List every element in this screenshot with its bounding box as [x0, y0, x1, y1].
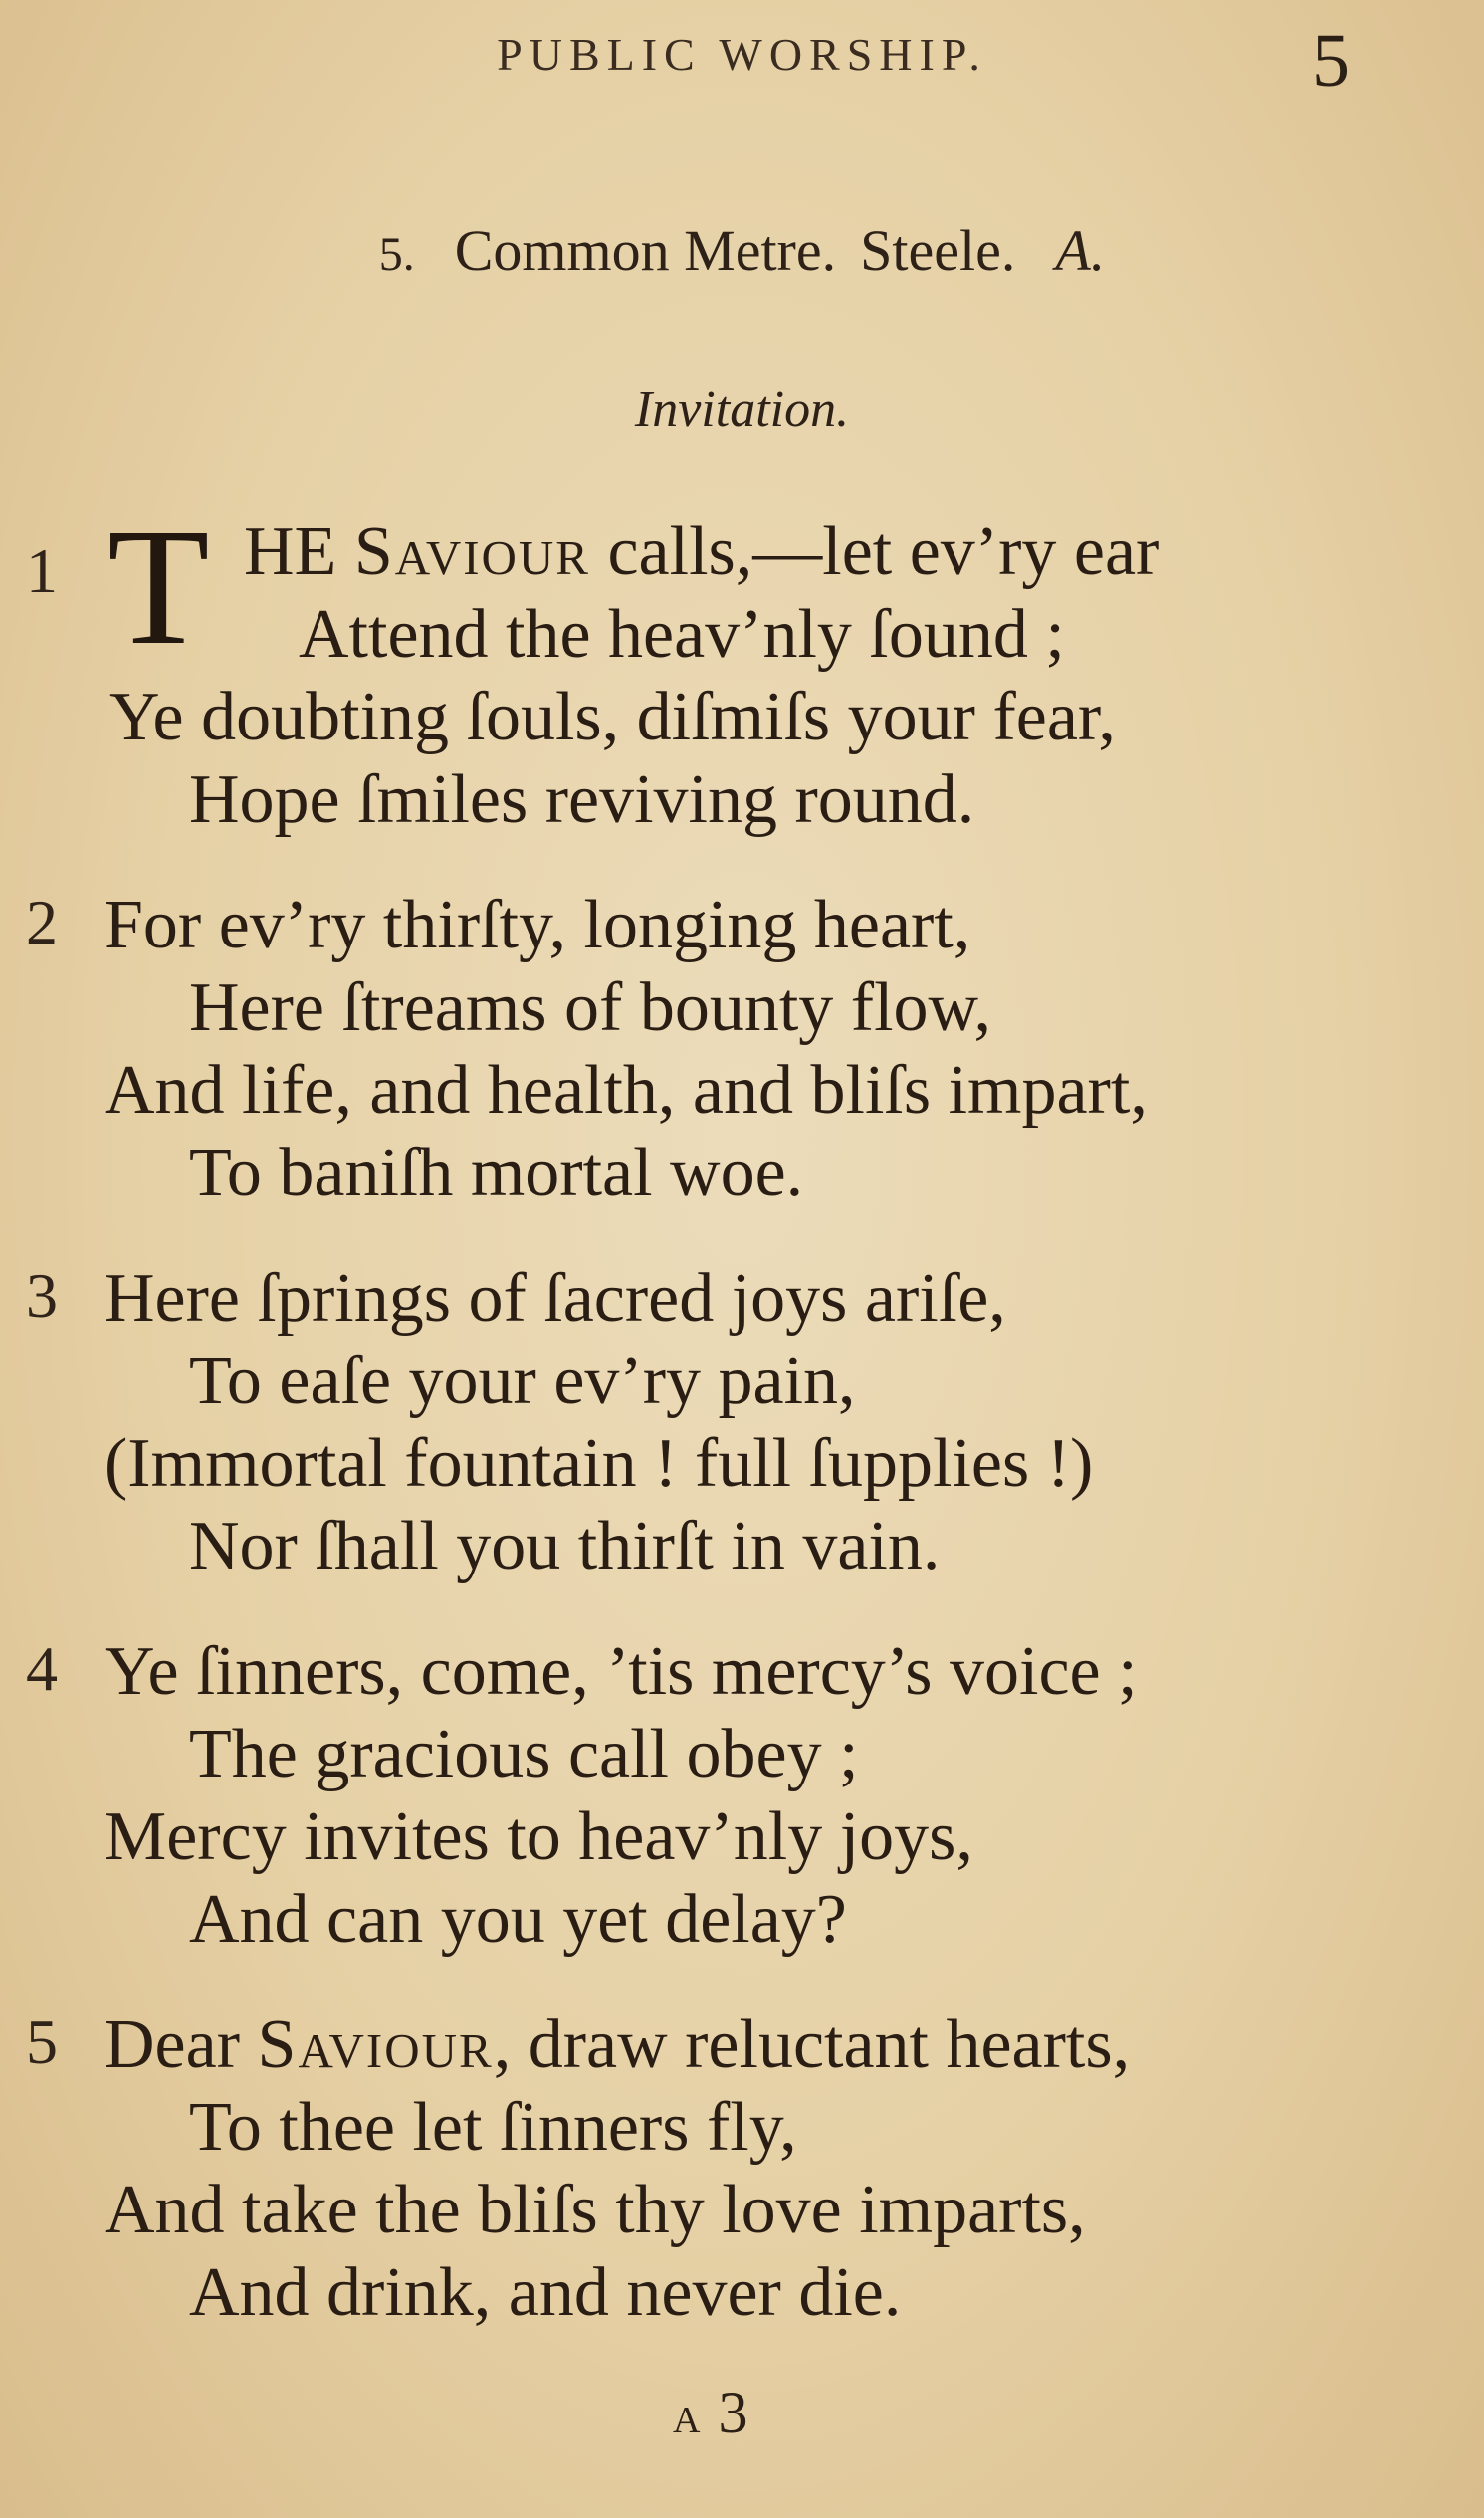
- drop-cap: T: [107, 495, 210, 680]
- signature-number: 3: [718, 2380, 748, 2445]
- stanza-number: 4: [26, 1633, 58, 1704]
- verse-line-start: HE: [244, 514, 354, 590]
- page-number: 5: [1312, 19, 1350, 103]
- verse-line: Mercy invites to heav’nly joys,: [105, 1798, 973, 1875]
- verse-line-end: calls,—let ev’ry ear: [589, 514, 1160, 590]
- hymn-author: Steele.: [860, 218, 1016, 283]
- printer-signature: [673, 2379, 747, 2447]
- verse-line: And life, and health, and bliſs impart,: [105, 1052, 1148, 1129]
- verse-line: And drink, and never die.: [189, 2254, 902, 2331]
- verse-line: To thee let ſinners fly,: [189, 2089, 797, 2166]
- verse-line-start: Dear: [105, 2006, 258, 2083]
- verse-line: And take the bliſs thy love imparts,: [105, 2172, 1086, 2248]
- verse-line: Nor ſhall you thirſt in vain.: [189, 1508, 941, 1584]
- hymn-heading: [0, 217, 1484, 284]
- signature-mark: A: [673, 2400, 701, 2441]
- hymn-metre: Common Metre.: [454, 218, 837, 283]
- verse-line: For ev’ry thirſty, longing heart,: [105, 887, 971, 963]
- verse-line-end: , draw reluctant hearts,: [493, 2006, 1131, 2083]
- stanza-number: 1: [26, 535, 58, 606]
- running-head: PUBLIC WORSHIP.: [497, 29, 987, 80]
- verse-line: Attend the heav’nly ſound ;: [299, 596, 1065, 673]
- hymn-number: 5.: [378, 228, 415, 281]
- small-caps-word: Saviour: [353, 514, 590, 590]
- verse-line: And can you yet delay?: [189, 1881, 847, 1958]
- verse-line: Hope ſmiles reviving round.: [189, 761, 975, 838]
- verse-line: To eaſe your ev’ry pain,: [189, 1343, 856, 1419]
- stanza-number: 2: [26, 887, 58, 957]
- verse-line: Here ſtreams of bounty flow,: [189, 969, 992, 1046]
- hymn-letter: A.: [1055, 218, 1106, 283]
- stanza-number: 5: [26, 2006, 58, 2077]
- verse-line: The gracious call obey ;: [189, 1716, 859, 1792]
- verse-line: Ye doubting ſouls, diſmiſs your fear,: [109, 679, 1116, 755]
- verse-line: Ye ſinners, come, ’tis mercy’s voice ;: [105, 1633, 1138, 1710]
- verse-line: (Immortal fountain ! full ſupplies !): [105, 1425, 1094, 1502]
- verse-line: [105, 2005, 1130, 2085]
- verse-line: Here ſprings of ſacred joys ariſe,: [105, 1260, 1006, 1337]
- small-caps-word: Saviour: [257, 2006, 494, 2083]
- verse-line: To baniſh mortal woe.: [189, 1135, 804, 1211]
- hymn-subtitle: Invitation.: [634, 381, 850, 438]
- verse-line: [244, 513, 1159, 592]
- stanza-number: 3: [26, 1260, 58, 1331]
